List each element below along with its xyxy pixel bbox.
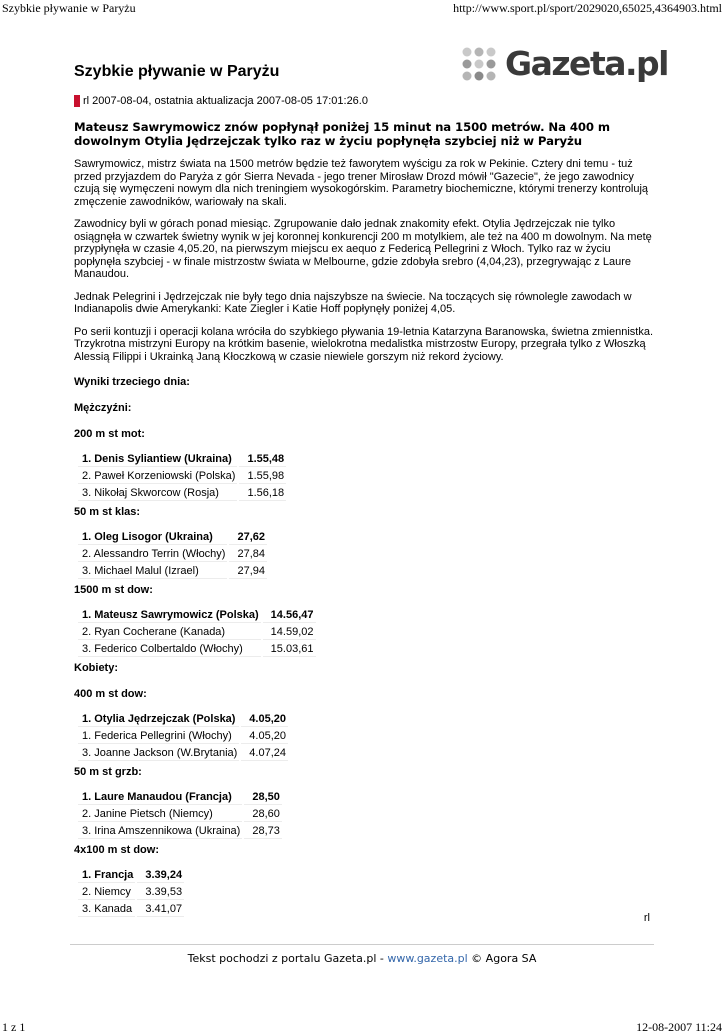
athlete-cell: 1. Federica Pellegrini (Włochy)	[78, 729, 239, 744]
athlete-cell: 1. Laure Manaudou (Francja)	[78, 790, 242, 805]
athlete-cell: 1. Otylia Jędrzejczak (Polska)	[78, 712, 239, 727]
table-row	[78, 868, 184, 883]
results-table	[76, 710, 290, 763]
athlete-cell: 3. Joanne Jackson (W.Brytania)	[78, 746, 239, 761]
footer-divider	[70, 944, 654, 945]
athlete-cell: 1. Denis Syliantiew (Ukraina)	[78, 452, 237, 467]
article-paragraph: Po serii kontuzji i operacji kolana wróciła do szybkiego pływania 19-letnia Katarzyna Baranowska, świetna zmiennistka. Trzykrotna mistrzyni Europy na krótkim basenie, wielokrotna medalistka mistrzostw Europy, przegrała tylko z Włoszką Alessią Filippi i Ukrainką Janą Kłoczkową w czasie niewiele gorszym niż rekord życiowy.	[74, 325, 654, 363]
time-cell: 1.55,98	[239, 469, 286, 484]
article-paragraph: Jednak Pelegrini i Jędrzejczak nie były tego dnia najszybsze na świecie. Na toczących się równolegle zawodach w Indianapolis dwie Amerykanki: Kate Ziegler i Katie Hoff popłynęły poniżej 4,05.	[74, 290, 632, 315]
gazeta-link[interactable]: www.gazeta.pl	[387, 952, 468, 965]
athlete-cell: 3. Kanada	[78, 902, 135, 917]
table-row	[78, 824, 282, 839]
article-lead: Mateusz Sawrymowicz znów popłynął poniżej 15 minut na 1500 metrów. Na 400 m dowolnym Otylia Jędrzejczak tylko raz w życiu popłynęła szybciej niż w Paryżu	[74, 120, 610, 148]
time-cell: 4.07,24	[241, 746, 288, 761]
athlete-cell: 3. Nikołaj Skworcow (Rosja)	[78, 486, 237, 501]
athlete-cell: 1. Francja	[78, 868, 135, 883]
table-row	[78, 885, 184, 900]
article-meta-text: rl 2007-08-04, ostatnia aktualizacja 2007-08-05 17:01:26.0	[83, 95, 368, 107]
time-cell: 14.59,02	[263, 625, 316, 640]
men-heading: Mężczyźni:	[74, 402, 132, 414]
print-page-number: 1 z 1	[2, 1020, 26, 1034]
article-paragraph: Sawrymowicz, mistrz świata na 1500 metrów będzie też faworytem wyścigu za rok w Pekinie. Cztery dni temu - tuż przed przyjazdem do Paryża z gór Sierra Nevada - jego trener Mirosław Drozd mówił "Gazecie", że jego zawodnicy czują się wymęczeni nowym dla nich treningiem wysokogórskim. Parametry biochemiczne, którymi trenerzy kontrolują zmęczenie zawodników, wariowały na skali.	[74, 158, 649, 208]
source-footer	[70, 952, 654, 965]
article-paragraph: Zawodnicy byli w górach ponad miesiąc. Zgrupowanie dało jednak znakomity efekt. Otylia Jędrzejczak nie tylko osiągnęła w czwartek świetny wynik w jej koronnej konkurencji 200 m motylkiem, ale też na 400 m dowolnym. Na metę przypłynęła w czasie 4,05.20, na pierwszym miejscu ex aequo z Federicą Pellegrini z Włoch. Tylko raz w życiu popłynęła szybciej - w finale mistrzostw świata w Melbourne, gdzie zdobyła srebro (4,04,23), przegrywając z Laure Manaudou.	[74, 218, 652, 280]
table-row	[78, 486, 286, 501]
time-cell: 28,50	[244, 790, 282, 805]
event-heading: 50 m st grzb:	[74, 766, 142, 778]
athlete-cell: 2. Alessandro Terrin (Włochy)	[78, 547, 227, 562]
table-row	[78, 625, 316, 640]
table-row	[78, 642, 316, 657]
event-heading: 50 m st klas:	[74, 506, 141, 518]
athlete-cell: 3. Irina Amszennikowa (Ukraina)	[78, 824, 242, 839]
athlete-cell: 3. Michael Malul (Izrael)	[78, 564, 227, 579]
print-header-title: Szybkie pływanie w Paryżu	[2, 1, 136, 15]
print-header-url: http://www.sport.pl/sport/2029020,65025,4364903.html	[453, 1, 722, 15]
print-datetime: 12-08-2007 11:24	[636, 1020, 722, 1034]
table-row	[78, 469, 286, 484]
time-cell: 3.39,24	[137, 868, 184, 883]
event-heading: 400 m st dow:	[74, 688, 147, 700]
athlete-cell: 3. Federico Colbertaldo (Włochy)	[78, 642, 261, 657]
results-table	[76, 788, 284, 841]
red-marker-icon	[74, 95, 80, 107]
table-row	[78, 729, 288, 744]
article-title: Szybkie pływanie w Paryżu	[74, 63, 280, 80]
table-row	[78, 712, 288, 727]
table-row	[78, 608, 316, 623]
time-cell: 28,73	[244, 824, 282, 839]
time-cell: 4.05,20	[241, 729, 288, 744]
article-signature: rl	[643, 912, 650, 924]
time-cell: 28,60	[244, 807, 282, 822]
time-cell: 27,94	[229, 564, 267, 579]
time-cell: 27,62	[229, 530, 267, 545]
time-cell: 4.05,20	[241, 712, 288, 727]
results-table	[76, 450, 288, 503]
time-cell: 15.03,61	[263, 642, 316, 657]
time-cell: 3.39,53	[137, 885, 184, 900]
time-cell: 27,84	[229, 547, 267, 562]
table-row	[78, 530, 267, 545]
event-heading: 4x100 m st dow:	[74, 844, 159, 856]
article-meta	[74, 94, 654, 108]
table-row	[78, 790, 282, 805]
table-row	[78, 807, 282, 822]
article	[74, 60, 654, 919]
athlete-cell: 2. Ryan Cocherane (Kanada)	[78, 625, 261, 640]
table-row	[78, 902, 184, 917]
results-heading: Wyniki trzeciego dnia:	[74, 376, 190, 388]
table-row	[78, 547, 267, 562]
footer-suffix: © Agora SA	[467, 952, 537, 965]
time-cell: 14.56,47	[263, 608, 316, 623]
athlete-cell: 2. Niemcy	[78, 885, 135, 900]
table-row	[78, 746, 288, 761]
results-table	[76, 528, 269, 581]
footer-prefix: Tekst pochodzi z portalu Gazeta.pl -	[187, 952, 388, 965]
logo-text: Gazeta.pl	[505, 44, 668, 83]
event-heading: 200 m st mot:	[74, 428, 145, 440]
table-row	[78, 452, 286, 467]
table-row	[78, 564, 267, 579]
event-heading: 1500 m st dow:	[74, 584, 153, 596]
time-cell: 3.41,07	[137, 902, 184, 917]
time-cell: 1.56,18	[239, 486, 286, 501]
athlete-cell: 1. Oleg Lisogor (Ukraina)	[78, 530, 227, 545]
results-table	[76, 606, 318, 659]
athlete-cell: 2. Paweł Korzeniowski (Polska)	[78, 469, 237, 484]
athlete-cell: 1. Mateusz Sawrymowicz (Polska)	[78, 608, 261, 623]
athlete-cell: 2. Janine Pietsch (Niemcy)	[78, 807, 242, 822]
time-cell: 1.55,48	[239, 452, 286, 467]
results-table	[76, 866, 186, 919]
women-heading: Kobiety:	[74, 662, 118, 674]
